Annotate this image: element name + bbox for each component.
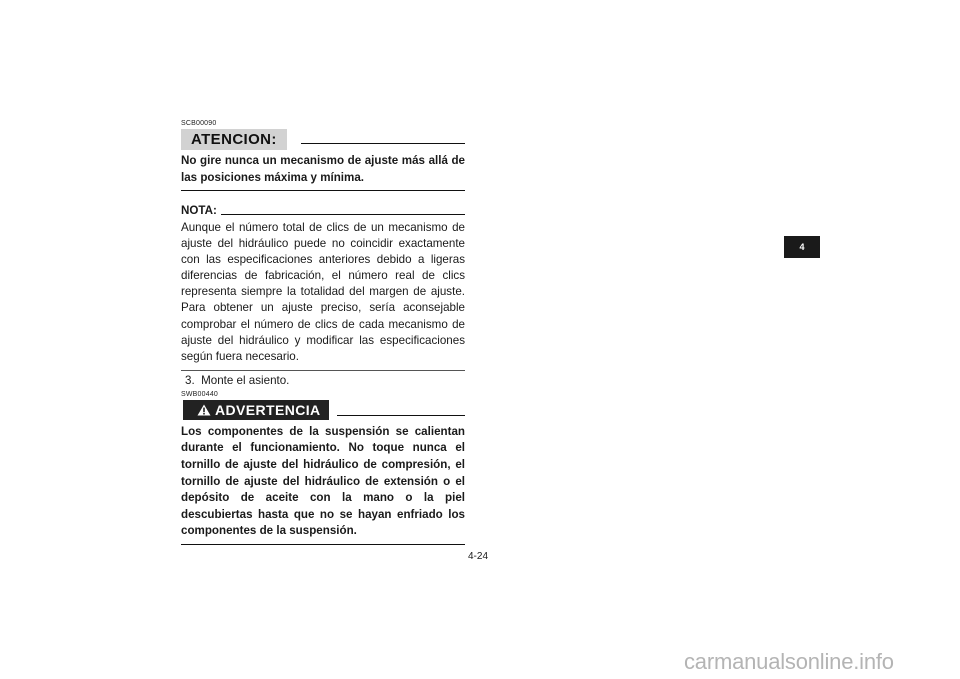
warning-heading-rule [337,415,465,416]
note-label: NOTA: [181,204,217,217]
warning-heading [181,399,465,421]
note-text: Aunque el número total de clics de un mecanismo de ajuste del hidráulico puede no coincidir exactamente con las especificaciones anteriores debido a ligeras diferencias de fabricación, el número real de clics representa siempre la totalidad del margen de ajuste. Para obtener un ajuste preciso, sería aconsejable comprobar el número de clics de cada mecanismo de ajuste del hidráulico y modificar las especificaciones según fuera necesario. [181,221,465,363]
caution-heading [181,128,465,150]
caution-bottom-rule [181,190,465,191]
note-heading-rule [221,214,465,215]
page-number: 4-24 [468,551,489,562]
warning-code: SWB00440 [181,390,219,398]
note-bottom-rule [181,370,465,371]
watermark-text: carmanualsonline.info [684,649,894,674]
warning-triangle-icon [197,404,211,416]
warning-bottom-rule [181,544,465,545]
caution-heading-rule [301,143,465,144]
caution-text: No gire nunca un mecanismo de ajuste más allá de las posiciones máxima y mínima. [181,154,465,184]
note-heading [181,202,465,218]
warning-text: Los componentes de la suspensión se calientan durante el funcionamiento. No toque nunca el tornillo de ajuste del hidráulico de compresión, el tornillo de ajuste del hidráulico de extensión o el depósito de aceite con la mano o la piel descubiertas hasta que no se hayan enfriado los componentes de la suspensión. [181,424,465,538]
warning-label-box [183,400,329,420]
caution-label: ATENCION: [181,129,287,150]
caution-code: SCB00090 [181,120,217,127]
step-item: 3. Monte el asiento. [185,373,290,387]
content-column [181,120,465,545]
warning-label: ADVERTENCIA [215,401,321,418]
chapter-tab: 4 [784,236,820,258]
